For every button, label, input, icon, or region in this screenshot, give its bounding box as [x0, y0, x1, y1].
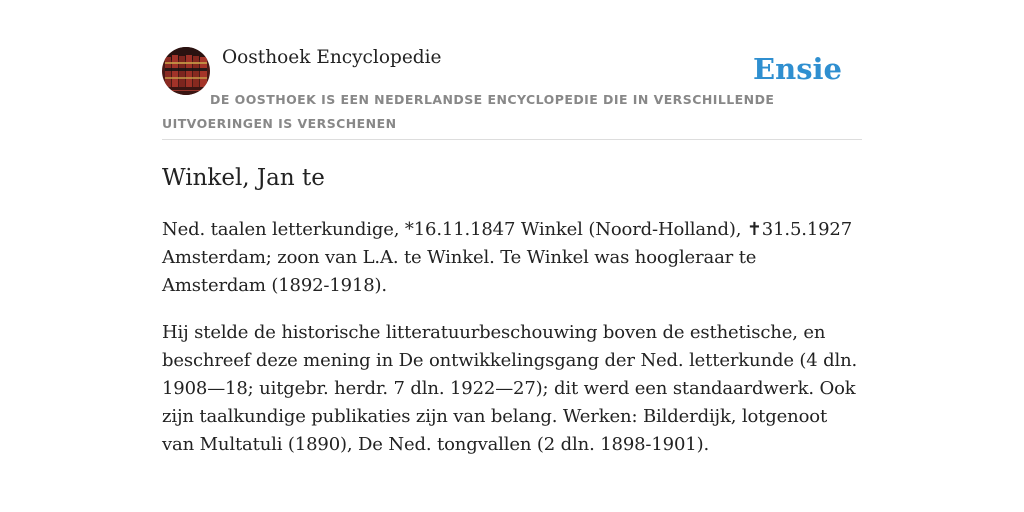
site-tagline: DE OOSTHOEK IS EEN NEDERLANDSE ENCYCLOPEDIE DIE IN VERSCHILLENDE UITVOERINGEN IS VERSCHENEN: [162, 92, 775, 131]
article-paragraph-2: Hij stelde de historische litteratuurbeschouwing boven de esthetische, en beschreef deze mening in De ontwikkelingsgang der Ned. letterkunde (4 dln. 1908—18; uitgebr. herdr. 7 dln. 1922—27); dit werd een standaardwerk. Ook zijn taalkundige publikaties zijn van belang. Werken: Bilderdijk, lotgenoot van Multatuli (1890), De Ned. tongvallen (2 dln. 1898-1901).: [162, 322, 858, 455]
brand-logo[interactable]: Ensie: [753, 52, 842, 86]
article-title: Winkel, Jan te: [162, 165, 325, 191]
article-paragraph-1: Ned. taalen letterkundige, *16.11.1847 Winkel (Noord-Holland), ✝31.5.1927 Amsterdam; zoon van L.A. te Winkel. Te Winkel was hoogleraar te Amsterdam (1892-1918).: [162, 219, 853, 296]
header-divider: [162, 139, 862, 140]
site-name[interactable]: Oosthoek Encyclopedie: [222, 47, 442, 68]
article-body: [162, 216, 864, 478]
